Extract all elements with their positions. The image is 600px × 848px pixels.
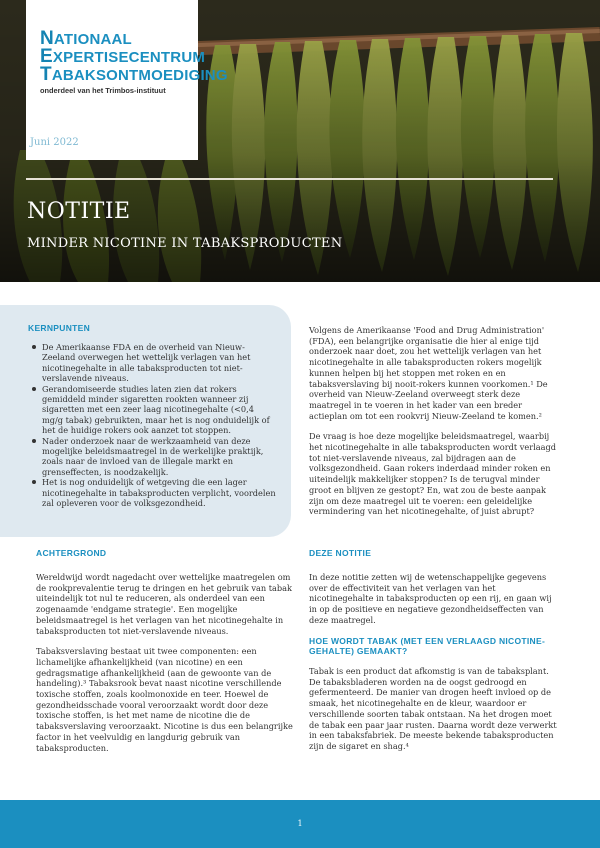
logo-line-3: TABAKSONTMOEDIGING	[40, 64, 228, 85]
intro-paragraph-1: Volgens de Amerikaanse 'Food and Drug Administration' (FDA), een belangrijke organisatie die hier al enige tijd onderzoek naar doet, zou het wettelijk verlagen van het nicotinegehalte in alle tabaksproducten rokers mogelijk kunnen helpen bij het stoppen met roken en en tabaksverslaving bij nooit-rokers kunnen voorkomen.¹ De overheid van Nieuw-Zeeland overweegt sterk deze maatregel in te voeren in het kader van een breder actieplan om tot een rookvrij Nieuw-Zeeland te komen.²	[309, 325, 548, 421]
how-made-heading	[309, 636, 561, 656]
this-note-heading: DEZE NOTITIE	[309, 548, 372, 558]
list-item: Gerandomiseerde studies laten zien dat rokers gemiddeld minder sigaretten rookten wanneer zij sigaretten met een zeer laag nicotinegehalte (<0,4 mg/g tabak) gebruikten, maar het is nog onduidelijk of het de huidige rokers ook aanzet tot stoppen.	[42, 384, 277, 436]
key-points-heading: KERNPUNTEN	[28, 323, 91, 333]
this-note-paragraph: In deze notitie zetten wij de wetenschappelijke gegevens over de effectiviteit van het verlagen van het nicotinegehalte in tabaksproducten op een rij, en gaan wij in op de positieve en negatieve gezondheidseffecten van deze maatregel.	[309, 572, 552, 625]
key-points-list	[28, 342, 277, 509]
this-note-section	[309, 548, 561, 626]
list-item: Nader onderzoek naar de werkzaamheid van deze mogelijke beleidsmaatregel in de werkelijke praktijk, zoals naar de invloed van de illegale markt en grenseffecten, is noodzakelijk.	[42, 436, 277, 478]
hero-banner	[0, 0, 600, 282]
logo-line-1: NATIONAAL	[40, 28, 132, 49]
page-title: NOTITIE	[27, 199, 131, 224]
logo-line-2: EXPERTISECENTRUM	[40, 46, 206, 67]
logo-subtitle: onderdeel van het Trimbos-instituut	[40, 86, 166, 95]
list-item: Het is nog onduidelijk of wetgeving die een lager nicotinegehalte in tabaksproducten verplicht, voordelen zal opleveren voor de volksgezondheid.	[42, 477, 276, 509]
background-section	[36, 548, 294, 753]
intro-column	[309, 325, 557, 517]
how-made-heading-line-2: GEHALTE) GEMAAKT?	[309, 646, 408, 656]
how-made-paragraph: Tabak is een product dat afkomstig is van de tabaksplant. De tabaksbladeren worden na de oogst gedroogd en gefermenteerd. De manier van drogen heeft invloed op de smaak, het nicotinegehalte en de kleur, waardoor er verschillende soorten tabak ontstaan. Na het drogen moet de tabak een paar jaar rusten. Daarna wordt deze verwerkt in een tabaksfabriek. De meeste bekende tabaksproducten zijn de sigaret en shag.⁴	[309, 666, 557, 751]
page-subtitle: MINDER NICOTINE IN TABAKSPRODUCTEN	[27, 236, 343, 251]
background-heading: ACHTERGROND	[36, 548, 107, 558]
hero-divider	[26, 178, 553, 180]
how-made-heading-line-1: HOE WORDT TABAK (MET EEN VERLAAGD NICOTINE-	[309, 636, 546, 646]
background-paragraph-1: Wereldwijd wordt nagedacht over wettelijke maatregelen om de rookprevalentie terug te dringen en het gebruik van tabak uiteindelijk tot nul te reduceren, als onderdeel van een zogenaamde 'endgame strategie'. Een mogelijke beleidsmaatregel is het verlagen van het nicotinegehalte in tabaksproducten tot niet-verslavende niveaus.	[36, 572, 293, 636]
page-number: 1	[297, 819, 303, 828]
how-made-section	[309, 636, 561, 752]
list-item: De Amerikaanse FDA en de overheid van Nieuw-Zeeland overwegen het wettelijk verlagen van het nicotinegehalte in alle tabaksproducten tot niet-verslavende niveaus.	[42, 342, 277, 384]
publication-date: Juni 2022	[30, 137, 79, 148]
intro-paragraph-2: De vraag is hoe deze mogelijke beleidsmaatregel, waarbij het nicotinegehalte in alle tabaksproducten wordt verlaagd tot niet-verslavende niveaus, zal bijdragen aan de volksgezondheid. Gaan rokers inderdaad minder roken en uiteindelijk makkelijker stoppen? Is de terugval minder groot en blijven ze gestopt? En, wat zou de beste aanpak zijn om deze maatregel uit te voeren: een geleidelijke vermindering van het nicotinegehalte, of juist abrupt?	[309, 431, 556, 517]
logo	[26, 0, 228, 160]
background-paragraph-2: Tabaksverslaving bestaat uit twee componenten: een lichamelijke afhankelijkheid (van nicotine) en een gedragsmatige afhankelijkheid (aan de gewoonte van de handeling).³ Tabaksrook bevat naast nicotine verschillende toxische stoffen, zoals koolmonoxide en teer. Hoewel de gezondheidsschade vooral veroorzaakt wordt door deze toxische stoffen, is het met name de nicotine die de tabaksverslaving veroorzaakt. Nicotine is dus een belangrijke factor in het veelvuldig en langdurig gebruik van tabaksproducten.	[36, 646, 293, 753]
key-points-box	[0, 305, 291, 537]
